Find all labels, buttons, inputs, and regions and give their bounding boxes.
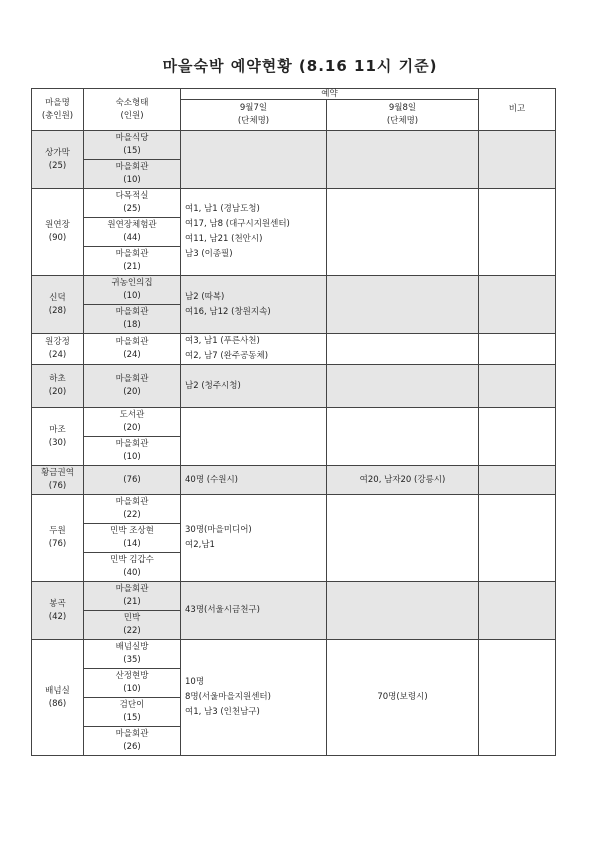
reservation-entry: 여2, 남7 (완주공동체) <box>185 351 269 361</box>
lodging-count: (20) <box>123 387 141 397</box>
table-row <box>32 495 556 524</box>
reservation-table <box>31 88 556 756</box>
lodging-name: 검단이 <box>119 700 145 710</box>
remarks-cell <box>479 495 556 582</box>
lodging-cell <box>84 553 181 582</box>
lodging-cell <box>84 698 181 727</box>
lodging-count: (21) <box>123 262 141 272</box>
header-date1-sub: (단체명) <box>237 116 270 127</box>
remarks-cell <box>479 408 556 466</box>
lodging-name: 마을회관 <box>115 584 149 594</box>
village-cell <box>32 189 84 276</box>
header-date1-label: 9월7일 <box>239 103 268 114</box>
lodging-count: (15) <box>123 713 141 723</box>
village-cell <box>32 582 84 640</box>
village-name: 신덕 <box>49 292 66 303</box>
header-lodging-label: 숙소형태 <box>115 97 149 108</box>
village-total: (90) <box>48 233 67 243</box>
lodging-name: 민박 김갑수 <box>110 555 154 565</box>
lodging-cell <box>84 611 181 640</box>
date1-reservations <box>181 189 327 276</box>
date1-reservations <box>181 365 327 408</box>
lodging-name: 마을회관 <box>115 374 149 384</box>
village-name: 두원 <box>49 526 66 536</box>
lodging-name: 원연장체험관 <box>107 220 157 230</box>
date1-reservations <box>181 466 327 495</box>
date2-reservations <box>327 334 479 365</box>
date2-reservations <box>327 640 479 756</box>
village-name: 원강정 <box>45 337 70 347</box>
header-date2-label: 9월8일 <box>388 103 417 114</box>
reservation-entry: 40명 (수원시) <box>185 474 238 485</box>
reservation-entry: 여20, 남자20 (강릉시) <box>359 474 446 485</box>
table-row <box>32 466 556 495</box>
lodging-name: 마을회관 <box>115 162 149 172</box>
village-cell <box>32 131 84 189</box>
reservation-entry: 여2,남1 <box>185 540 215 550</box>
date2-reservations <box>327 131 479 189</box>
lodging-cell <box>84 305 181 334</box>
lodging-count: (22) <box>123 510 141 520</box>
lodging-name: 마을회관 <box>115 337 149 347</box>
village-cell <box>32 466 84 495</box>
reservation-entry: 8명(서울마을지원센터) <box>185 692 271 702</box>
date2-reservations <box>327 495 479 582</box>
lodging-count: (18) <box>123 320 141 330</box>
lodging-cell <box>84 582 181 611</box>
village-total: (42) <box>48 611 67 622</box>
header-village <box>32 89 84 131</box>
reservation-entry: 여11, 남21 (천안시) <box>185 234 263 244</box>
table-row <box>32 365 556 408</box>
lodging-count: (44) <box>123 233 141 243</box>
lodging-count: (24) <box>123 350 141 360</box>
reservation-entry: 43명(서울시금천구) <box>185 605 260 615</box>
header-date2 <box>327 100 479 131</box>
lodging-count: (10) <box>123 684 141 694</box>
reservation-entry: 남2 (청주시청) <box>185 380 241 391</box>
date1-reservations <box>181 582 327 640</box>
lodging-count: (40) <box>123 568 141 578</box>
lodging-cell <box>84 131 181 160</box>
lodging-name: 마을회관 <box>115 307 149 317</box>
lodging-name: 마을회관 <box>115 249 149 259</box>
village-name: 황금권역 <box>41 468 74 478</box>
remarks-cell <box>479 276 556 334</box>
date1-reservations <box>181 334 327 365</box>
lodging-name: 민박 <box>123 613 141 623</box>
date2-reservations <box>327 466 479 495</box>
lodging-name: 마을회관 <box>115 439 149 449</box>
header-lodging <box>84 89 181 131</box>
lodging-name: 다목적실 <box>115 191 149 201</box>
table-row <box>32 582 556 611</box>
reservation-entry: 여1, 남1 (경남도청) <box>185 204 260 214</box>
table-header <box>32 89 556 131</box>
lodging-count: (10) <box>123 291 141 301</box>
table-row <box>32 640 556 669</box>
village-total: (20) <box>48 387 67 397</box>
lodging-cell <box>84 160 181 189</box>
date1-reservations <box>181 408 327 466</box>
village-total: (76) <box>48 539 67 549</box>
village-name: 마조 <box>49 424 66 435</box>
lodging-count: (15) <box>123 146 141 156</box>
lodging-cell <box>84 466 181 495</box>
header-village-label: 마을명 <box>45 97 70 108</box>
header-date1 <box>181 100 327 131</box>
lodging-name: 마을회관 <box>115 729 149 739</box>
reservation-entry: 여1, 남3 (인천남구) <box>185 707 260 717</box>
lodging-cell <box>84 408 181 437</box>
village-total: (25) <box>48 160 67 171</box>
lodging-name: 배넘실방 <box>115 642 149 652</box>
date2-reservations <box>327 582 479 640</box>
date1-reservations <box>181 276 327 334</box>
lodging-name: 마을식당 <box>115 133 149 143</box>
lodging-cell <box>84 524 181 553</box>
village-cell <box>32 408 84 466</box>
reservation-entry: 여3, 남1 (푸른사천) <box>185 336 260 346</box>
lodging-name: 산정현방 <box>115 671 149 681</box>
table-row <box>32 408 556 437</box>
lodging-cell <box>84 669 181 698</box>
date2-reservations <box>327 189 479 276</box>
remarks-cell <box>479 189 556 276</box>
lodging-count: (35) <box>123 655 141 665</box>
village-name: 하초 <box>49 374 66 384</box>
lodging-count: (10) <box>123 175 141 185</box>
lodging-cell <box>84 365 181 408</box>
village-cell <box>32 334 84 365</box>
table-body <box>32 131 556 756</box>
table-row <box>32 131 556 160</box>
village-total: (30) <box>48 437 67 448</box>
reservation-entry: 여16, 남12 (창원지속) <box>185 306 271 317</box>
date2-reservations <box>327 365 479 408</box>
lodging-name: 민박 조상현 <box>110 526 154 536</box>
village-total: (76) <box>48 481 67 491</box>
remarks-cell <box>479 365 556 408</box>
village-cell <box>32 495 84 582</box>
page-title: 마을숙박 예약현황 (8.16 11시 기준) <box>162 57 438 75</box>
lodging-cell <box>84 218 181 247</box>
header-lodging-sub: (인원) <box>120 110 144 121</box>
lodging-cell <box>84 276 181 305</box>
lodging-cell <box>84 189 181 218</box>
lodging-name: 도서관 <box>119 410 145 420</box>
lodging-count: (20) <box>123 423 141 433</box>
table-row <box>32 189 556 218</box>
reservation-entry: 여17, 남8 (대구시지원센터) <box>185 219 290 229</box>
lodging-name: 마을회관 <box>115 497 149 507</box>
reservation-entry: 30명(마을미디어) <box>185 525 252 535</box>
reservation-entry: 남2 (따복) <box>185 291 225 302</box>
village-total: (28) <box>48 305 67 316</box>
lodging-cell <box>84 437 181 466</box>
header-reservation: 예약 <box>181 89 479 100</box>
date1-reservations <box>181 640 327 756</box>
lodging-name: 귀농인의집 <box>111 278 153 288</box>
village-cell <box>32 365 84 408</box>
lodging-count: (22) <box>123 626 141 636</box>
date1-reservations <box>181 131 327 189</box>
lodging-count: (14) <box>123 539 141 549</box>
remarks-cell <box>479 582 556 640</box>
village-name: 원연장 <box>45 220 70 230</box>
remarks-cell <box>479 640 556 756</box>
village-total: (24) <box>48 350 67 360</box>
remarks-cell <box>479 334 556 365</box>
lodging-cell <box>84 495 181 524</box>
date2-reservations <box>327 276 479 334</box>
reservation-entry: 10명 <box>185 677 205 687</box>
lodging-cell <box>84 640 181 669</box>
remarks-cell <box>479 131 556 189</box>
header-date2-sub: (단체명) <box>386 116 419 127</box>
lodging-cell <box>84 334 181 365</box>
lodging-cell <box>84 247 181 276</box>
reservation-entry: 남3 (이종필) <box>185 249 233 259</box>
village-name: 상가막 <box>45 147 70 158</box>
lodging-count: (10) <box>123 452 141 462</box>
village-name: 봉곡 <box>49 598 66 609</box>
table-row <box>32 334 556 365</box>
village-cell <box>32 276 84 334</box>
lodging-count: (25) <box>123 204 141 214</box>
date1-reservations <box>181 495 327 582</box>
date2-reservations <box>327 408 479 466</box>
reservation-entry: 70명(보령시) <box>377 692 428 702</box>
lodging-count: (21) <box>123 597 141 607</box>
lodging-cell <box>84 727 181 756</box>
lodging-count: (26) <box>123 742 141 752</box>
header-remarks: 비고 <box>479 89 556 131</box>
village-cell <box>32 640 84 756</box>
village-name: 배넘실 <box>45 685 70 696</box>
table-row <box>32 276 556 305</box>
header-village-sub: (총인원) <box>41 110 74 121</box>
lodging-count: (76) <box>123 474 141 485</box>
remarks-cell <box>479 466 556 495</box>
village-total: (86) <box>48 698 67 709</box>
